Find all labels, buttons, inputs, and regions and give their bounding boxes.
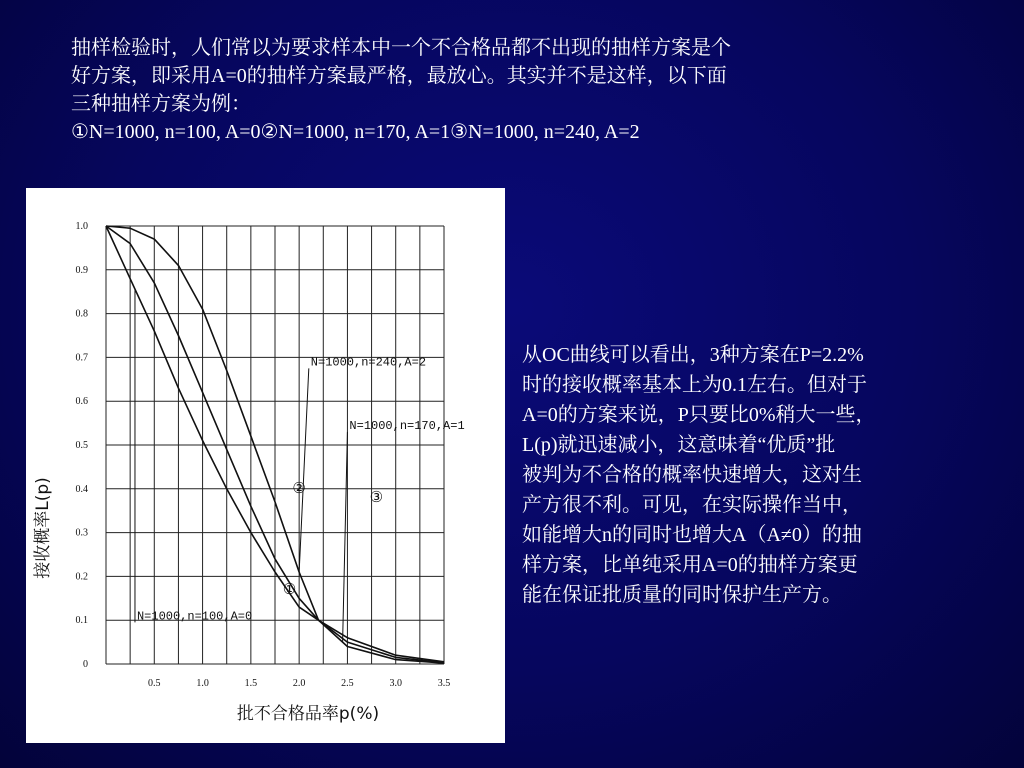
x-tick-label: 0.5 <box>148 678 161 689</box>
intro-line: 好方案，即采用A=0的抽样方案最严格，最放心。其实并不是这样，以下面 <box>71 65 727 87</box>
intro-line: 三种抽样方案为例： <box>71 93 251 115</box>
y-axis-label: 接收概率L(p) <box>33 477 53 579</box>
series-label-leader <box>343 432 348 642</box>
y-tick-label: 0.8 <box>75 308 88 320</box>
x-tick-label: 3.5 <box>437 678 451 689</box>
explanation-line: A=0的方案来说，P只要比0%稍大一些， <box>522 404 876 426</box>
y-tick-label: 1.0 <box>75 221 88 232</box>
x-tick-label: 2.0 <box>292 678 306 689</box>
x-tick-label: 3.0 <box>389 678 402 689</box>
explanation-line: 时的接收概率基本上为0.1左右。但对于 <box>522 374 867 396</box>
explanation-line: 如能增大n的同时也增大A（A≠0）的抽 <box>522 524 862 546</box>
intro-plans-line: ①N=1000, n=100, A=0②N=1000, n=170, A=1③N=1000, n=240, A=2 <box>71 121 640 143</box>
y-tick-label: 0.2 <box>75 571 88 583</box>
oc-curve-chart <box>26 188 505 743</box>
explanation-line: 被判为不合格的概率快速增大，这对生 <box>522 464 862 486</box>
intro-line: 抽样检验时，人们常以为要求样本中一个不合格品都不出现的抽样方案是个 <box>71 37 731 59</box>
series-label: N=1000,n=170,A=1 <box>349 418 465 433</box>
y-tick-label: 0.4 <box>75 483 88 495</box>
x-tick-label: 2.5 <box>341 678 354 689</box>
curve-marker: ③ <box>369 487 384 506</box>
y-tick-label: 0.1 <box>75 615 88 627</box>
series-label: N=1000,n=100,A=0 <box>136 609 253 624</box>
y-tick-label: 0.7 <box>75 352 88 364</box>
x-tick-label: 1.5 <box>244 678 258 689</box>
explanation-line: 样方案，比单纯采用A=0的抽样方案更 <box>522 554 858 576</box>
curve-marker: ① <box>282 579 297 598</box>
x-tick-label: 1.0 <box>196 678 209 689</box>
y-tick-label: 0.5 <box>75 440 88 451</box>
explanation-line: 能在保证批质量的同时保护生产方。 <box>522 584 842 606</box>
series-label: N=1000,n=240,A=2 <box>310 355 427 370</box>
x-axis-label: 批不合格品率p(%) <box>236 704 380 724</box>
explanation-line: 从OC曲线可以看出，3种方案在P=2.2% <box>522 344 864 366</box>
curve-marker: ② <box>292 479 306 498</box>
intro-text <box>71 34 951 146</box>
explanation-line: L(p)就迅速减小，这意味着“优质”批 <box>522 434 836 456</box>
y-tick-label: 0.3 <box>75 527 88 539</box>
explanation-text <box>522 340 972 610</box>
y-tick-label: 0 <box>83 659 88 670</box>
series-label-leader <box>299 368 309 572</box>
y-tick-label: 0.6 <box>75 396 88 408</box>
y-tick-label: 0.9 <box>75 264 88 276</box>
explanation-line: 产方很不利。可见，在实际操作当中， <box>522 494 862 516</box>
oc-curve-figure <box>26 188 505 743</box>
